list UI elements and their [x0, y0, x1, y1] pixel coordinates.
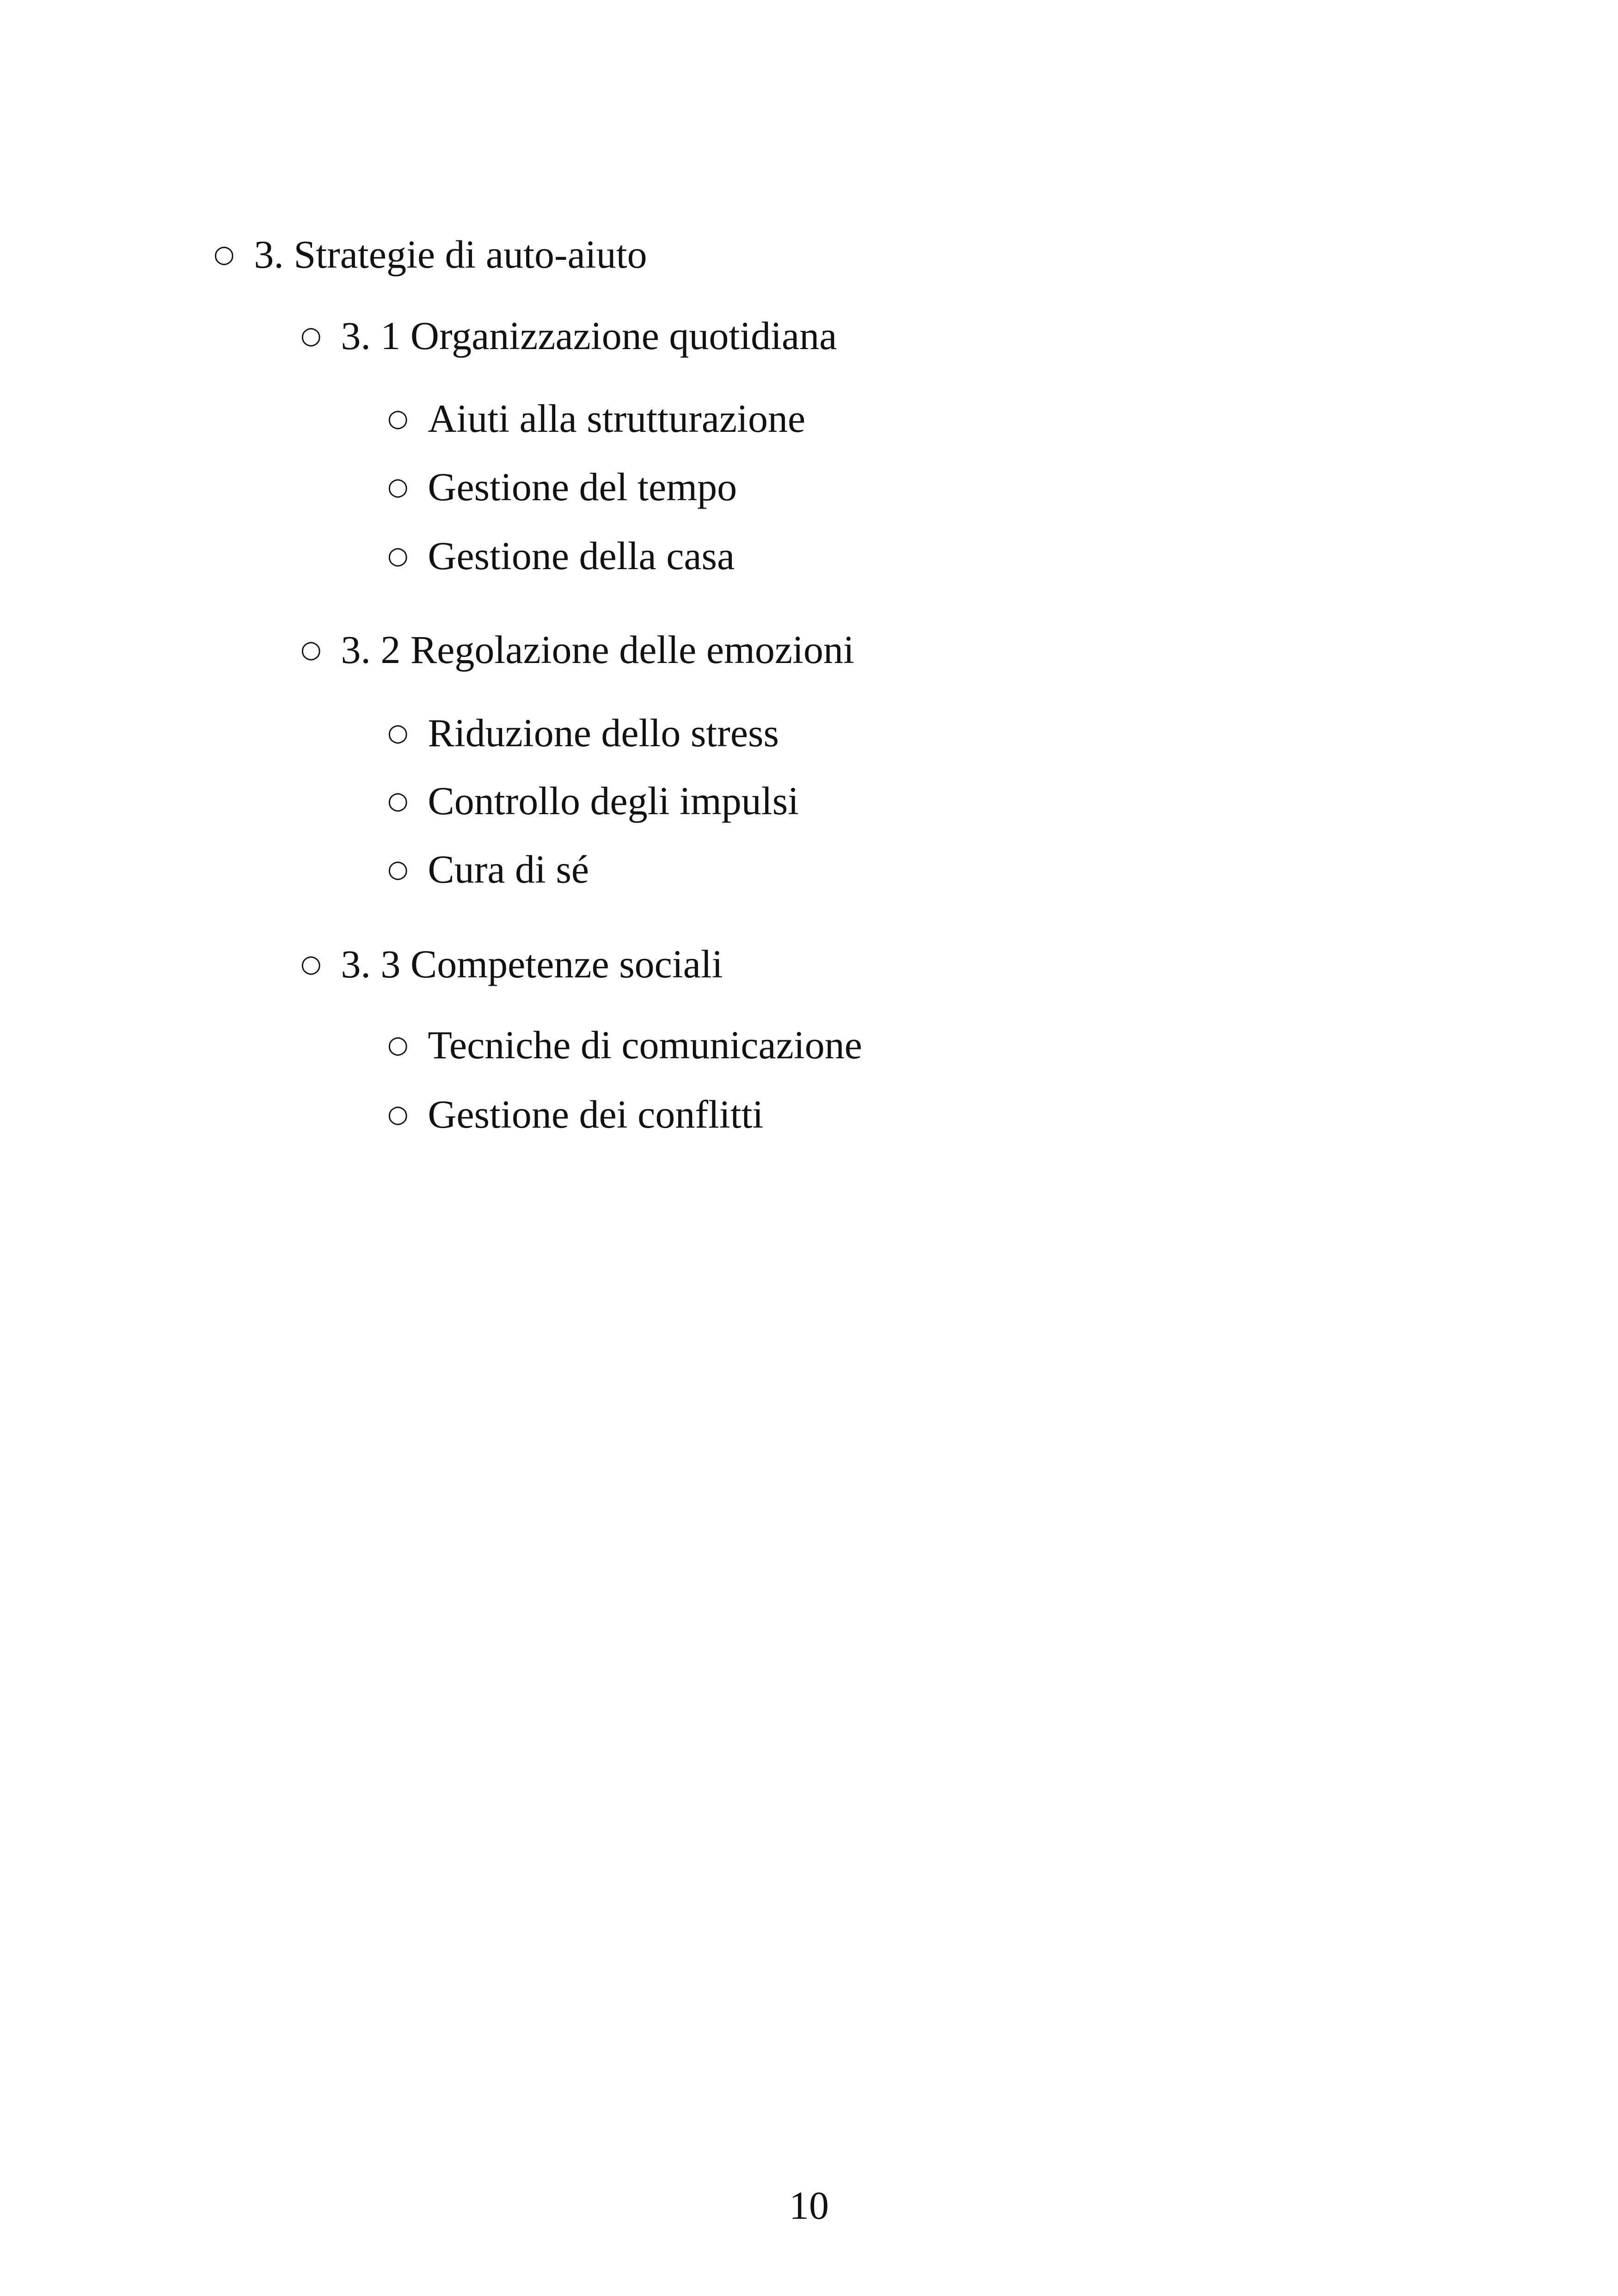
outline-item [387, 464, 737, 510]
bullet-icon: ○ [300, 636, 322, 663]
outline-item [387, 846, 589, 892]
outline-item [387, 533, 735, 579]
bullet-icon: ○ [214, 240, 235, 268]
outline-item-label: Gestione della casa [428, 534, 735, 578]
outline-item-label: 3. 3 Competenze sociali [341, 942, 723, 986]
outline-item [387, 1022, 862, 1068]
bullet-icon: ○ [300, 950, 322, 978]
outline-item-label: 3. 2 Regolazione delle emozioni [341, 627, 854, 672]
outline-item-section-3 [214, 231, 647, 277]
outline-item [387, 710, 779, 756]
outline-item-section-3-3 [300, 941, 723, 987]
bullet-icon: ○ [387, 542, 409, 570]
outline-item-section-3-2 [300, 626, 854, 673]
outline-item-label: Cura di sé [428, 847, 589, 891]
bullet-icon: ○ [387, 1031, 409, 1059]
outline-item-label: 3. Strategie di auto-aiuto [254, 232, 647, 276]
outline-item-section-3-1 [300, 313, 837, 359]
outline-item-label: Gestione dei conflitti [428, 1092, 764, 1136]
bullet-icon: ○ [387, 1100, 409, 1128]
outline-item-label: Riduzione dello stress [428, 711, 779, 755]
page-number: 10 [789, 2183, 829, 2228]
outline-item-label: Tecniche di comunicazione [428, 1023, 862, 1067]
outline-item-label: Gestione del tempo [428, 465, 737, 509]
outline-item-label: 3. 1 Organizzazione quotidiana [341, 313, 837, 358]
bullet-icon: ○ [387, 719, 409, 747]
bullet-icon: ○ [300, 322, 322, 350]
outline-item [387, 778, 799, 824]
bullet-icon: ○ [387, 405, 409, 432]
outline-item-label: Aiuti alla strutturazione [428, 396, 806, 441]
outline-item [387, 395, 805, 442]
bullet-icon: ○ [387, 855, 409, 883]
outline-item-label: Controllo degli impulsi [428, 779, 799, 823]
outline-item [387, 1091, 763, 1137]
bullet-icon: ○ [387, 473, 409, 501]
bullet-icon: ○ [387, 787, 409, 815]
